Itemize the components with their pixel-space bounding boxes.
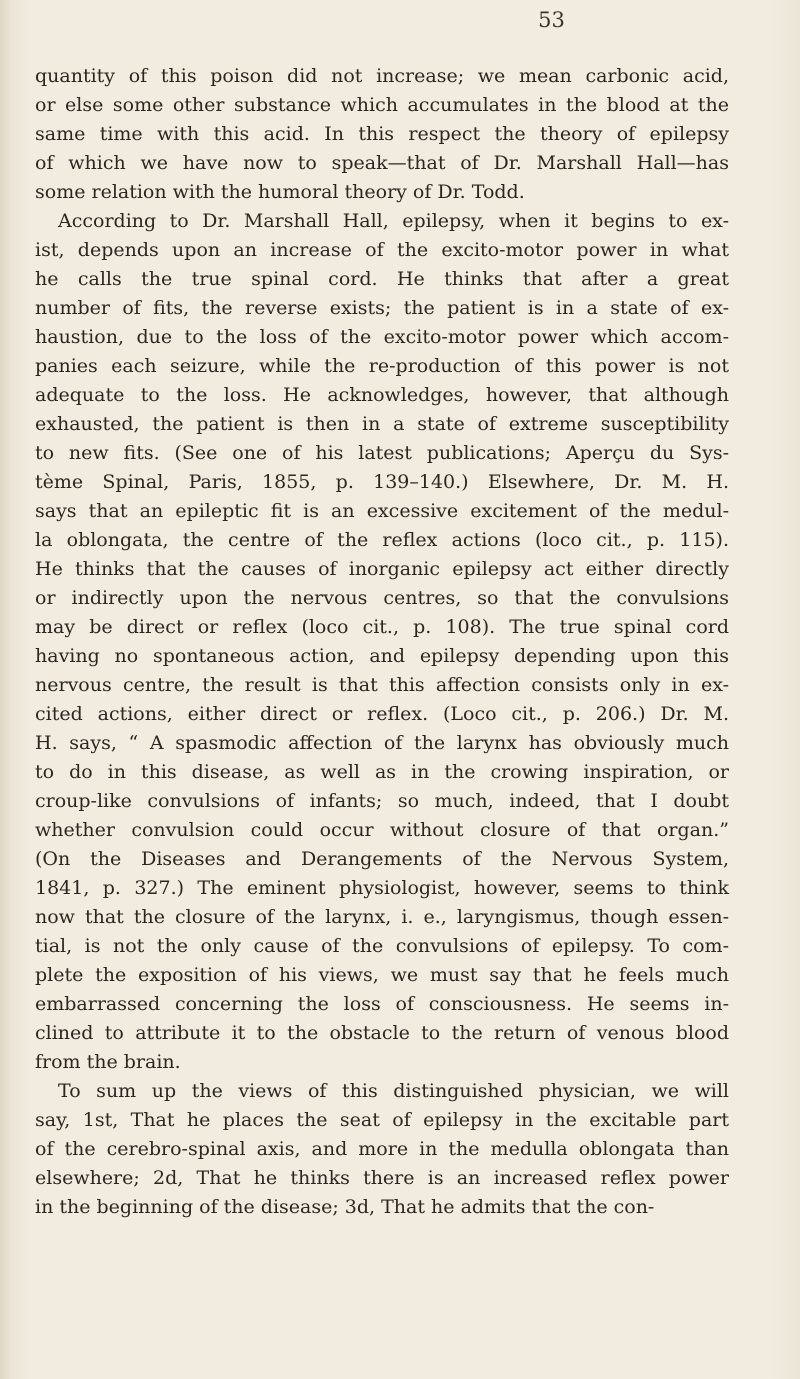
text-line: According to Dr. Marshall Hall, epilepsy, when it begins to ex-: [58, 210, 729, 232]
text-line: of which we have now to speak—that of Dr. Marshall Hall—has: [35, 152, 729, 174]
text-line: says that an epileptic fit is an excessive excitement of the medul-: [35, 500, 729, 522]
text-line: la oblongata, the centre of the reflex actions (loco cit., p. 115).: [35, 529, 729, 551]
text-line: he calls the true spinal cord. He thinks that after a great: [35, 268, 729, 290]
text-line: say, 1st, That he places the seat of epilepsy in the excitable part: [35, 1109, 729, 1131]
text-line: elsewhere; 2d, That he thinks there is an increased reflex power: [35, 1167, 729, 1189]
text-line: number of fits, the reverse exists; the patient is in a state of ex-: [35, 297, 729, 319]
text-line: tial, is not the only cause of the convulsions of epilepsy. To com-: [35, 935, 729, 957]
text-line: or else some other substance which accumulates in the blood at the: [35, 94, 729, 116]
text-line: ist, depends upon an increase of the excito-motor power in what: [35, 239, 729, 261]
text-line: now that the closure of the larynx, i. e., laryngismus, though essen-: [35, 906, 729, 928]
text-line: some relation with the humoral theory of Dr. Todd.: [35, 181, 525, 203]
body-text: [35, 62, 729, 1222]
text-line: panies each seizure, while the re-production of this power is not: [35, 355, 729, 377]
text-line: haustion, due to the loss of the excito-motor power which accom-: [35, 326, 729, 348]
text-line: To sum up the views of this distinguished physician, we will: [58, 1080, 729, 1102]
text-line: whether convulsion could occur without closure of that organ.”: [35, 819, 729, 841]
text-line: quantity of this poison did not increase; we mean carbonic acid,: [35, 65, 729, 87]
text-line: croup-like convulsions of infants; so much, indeed, that I doubt: [35, 790, 729, 812]
text-line: exhausted, the patient is then in a state of extreme susceptibility: [35, 413, 729, 435]
page-number: 53: [538, 8, 565, 32]
text-line: plete the exposition of his views, we must say that he feels much: [35, 964, 729, 986]
text-line: nervous centre, the result is that this affection consists only in ex-: [35, 674, 729, 696]
text-line: of the cerebro-spinal axis, and more in the medulla oblongata than: [35, 1138, 729, 1160]
text-line: (On the Diseases and Derangements of the Nervous System,: [35, 848, 729, 870]
text-line: cited actions, either direct or reflex. (Loco cit., p. 206.) Dr. M.: [35, 703, 729, 725]
text-line: same time with this acid. In this respect the theory of epilepsy: [35, 123, 729, 145]
text-line: embarrassed concerning the loss of consciousness. He seems in-: [35, 993, 729, 1015]
text-line: may be direct or reflex (loco cit., p. 108). The true spinal cord: [35, 616, 729, 638]
text-line: clined to attribute it to the obstacle to the return of venous blood: [35, 1022, 729, 1044]
text-line: or indirectly upon the nervous centres, so that the convulsions: [35, 587, 729, 609]
text-line: adequate to the loss. He acknowledges, however, that although: [35, 384, 729, 406]
text-line: having no spontaneous action, and epilepsy depending upon this: [35, 645, 729, 667]
text-line: to new fits. (See one of his latest publications; Aperçu du Sys-: [35, 442, 729, 464]
text-line: tème Spinal, Paris, 1855, p. 139–140.) Elsewhere, Dr. M. H.: [35, 471, 729, 493]
text-line: H. says, “ A spasmodic affection of the larynx has obviously much: [35, 732, 729, 754]
text-line: in the beginning of the disease; 3d, That he admits that the con-: [35, 1196, 655, 1218]
text-line: from the brain.: [35, 1051, 181, 1073]
text-line: He thinks that the causes of inorganic epilepsy act either directly: [35, 558, 729, 580]
text-line: 1841, p. 327.) The eminent physiologist, however, seems to think: [35, 877, 729, 899]
text-line: to do in this disease, as well as in the crowing inspiration, or: [35, 761, 729, 783]
